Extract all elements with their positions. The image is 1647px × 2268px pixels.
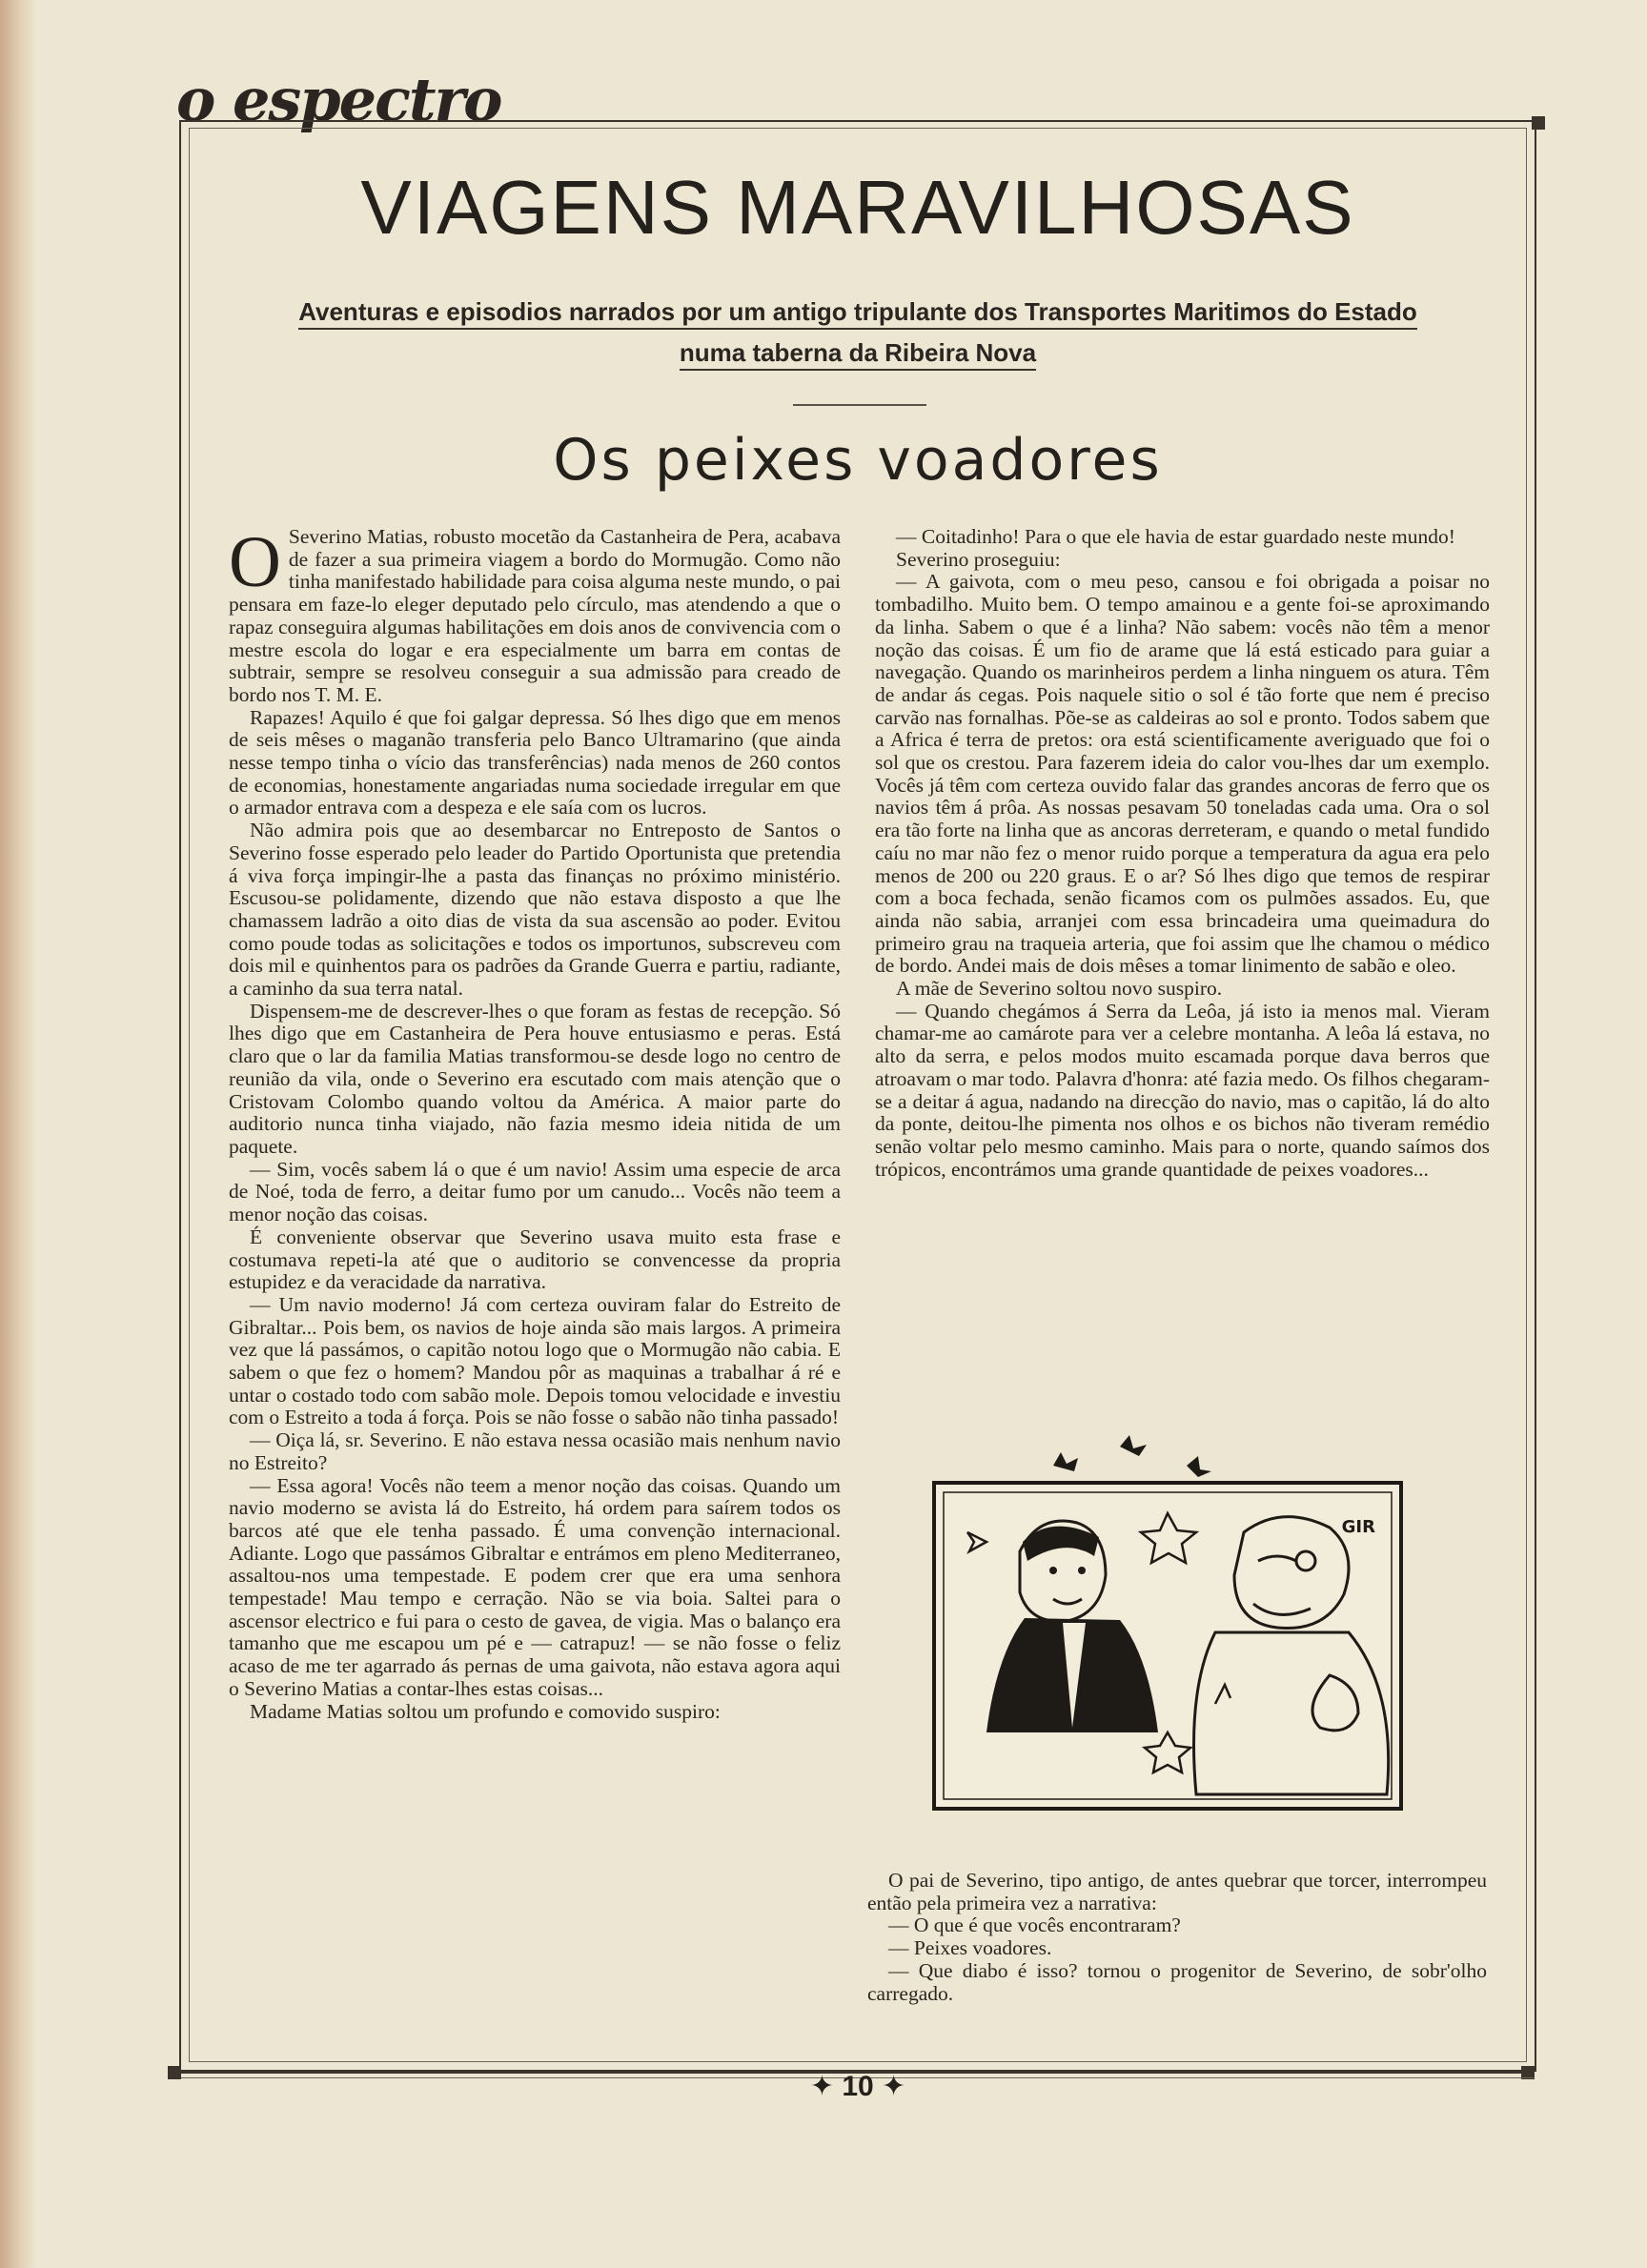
paragraph: Madame Matias soltou um profundo e comovido suspiro: — [250, 1699, 721, 1723]
paragraph: O pai de Severino, tipo antigo, de antes quebrar que torcer, interrompeu então pela primeira vez a narrativa: — [867, 1869, 1487, 1914]
article-subtitle — [219, 292, 1496, 374]
article-headline: VIAGENS MARAVILHOSAS — [360, 165, 1355, 250]
paragraph: Rapazes! Aquilo é que foi galgar depressa. Só lhes digo que em menos de seis mêses o maganão transferia pelo Banco Ultramarino (que ainda nesse tempo tinha o vício das transferências) nada menos de 260 contos de economias, honestamente angariadas numa sociedade irregular em que o armador entrava com a despeza e ele saía com os lucros. — [229, 705, 841, 820]
paragraph: — Essa agora! Vocês não teem a menor noção das coisas. Quando um navio moderno se avista lá do Estreito, há ordem para saírem todos os barcos até que ele tenha passado. É uma convenção internacional. Adiante. Logo que passámos Gibraltar e entrámos em pleno Mediterraneo, assaltou-nos uma tempestade. E podem crer que era uma senhora tempestade! Mau tempo e cerração. Não se via boia. Saltei para o ascensor electrico e fui para o cesto de gavea, de vigia. Mas o balanço era tamanho que me escapou um pé e — catrapuz! — se não fosse o feliz acaso de me ter agarrado ás pernas de uma gaivota, não estava agora aqui o Severino Matias a contar-lhes estas coisas... — [229, 1473, 841, 1700]
paragraph: — Um navio moderno! Já com certeza ouviram falar do Estreito de Gibraltar... Pois bem, os navios de hoje ainda são mais largos. A primeira vez que lá passámos, o capitão notou logo que o Mormugão não cabia. E sabem o que fez o homem? Mandou pôr as maquinas a trabalhar á ré e untar o costado todo com sabão mole. Depois tomou velocidade e investiu com o Estreito a toda á força. Pois se não fosse o sabão não tinha passado! — [229, 1292, 841, 1429]
right-column — [875, 526, 1490, 1181]
paragraph — [229, 522, 841, 707]
frame-corner-ornament — [168, 2066, 181, 2079]
subtitle-line-1: Aventuras e episodios narrados por um antigo tripulante dos Transportes Maritimos do Estado — [298, 297, 1417, 330]
frame-corner-ornament — [1532, 116, 1545, 130]
paragraph: — Que diabo é isso? tornou o progenitor de Severino, de sobr'olho carregado. — [867, 1958, 1487, 2005]
paragraph: — Peixes voadores. — [888, 1936, 1052, 1960]
paragraph: — Oiça lá, sr. Severino. E não estava nessa ocasião mais nenhum navio no Estreito? — [229, 1428, 841, 1474]
paragraph: — A gaivota, com o meu peso, cansou e foi obrigada a poisar no tombadilho. Muito bem. O tempo amainou e a gente foi-se aproximando da linha. Sabem o que é a linha? Não sabem: vocês não têm a menor noção das coisas. É um fio de arame que lá está esticado para guiar a navegação. Quando os marinheiros perdem a linha ninguem os atura. Têm de andar ás cegas. Pois naquele sitio o sol é tão forte que nem é preciso carvão nas fornalhas. Põe-se as caldeiras ao sol e pronto. Todos sabem que a Africa é terra de pretos: ora está scientificamente averiguado que foi o sol que os crestou. Para fazerem ideia do calor vou-lhes dar um exemplo. Vocês já têm com certeza ouvido falar das grandes ancoras de ferro que os navios têm á prôa. As nossas pesavam 50 toneladas cada uma. Ora o sol era tão forte na linha que as ancoras derreteram, e quando o metal fundido caíu no mar não fez o menor ruido porque a temperatura da agua era pelo menos de 200 ou 220 graus. E o ar? Só lhes digo que temos de respirar com a boca fechada, senão ficamos com os pulmões assados. Eu, que ainda não sabia, arranjei com essa brincadeira uma queimadura do primeiro grau na traqueia arteria, que foi assim que lhe chamou o médico de bordo. Andei mais de dois mêses a tomar linimento de sabão e oleo. — [875, 570, 1490, 978]
paragraph: — Sim, vocês sabem lá o que é um navio! Assim uma especie de arca de Noé, toda de ferro, a deitar fumo por um canudo... Vocês não teem a menor noção das coisas. — [229, 1157, 841, 1226]
drop-cap: O — [229, 522, 281, 602]
illustration-signature: GIR — [1341, 1517, 1375, 1537]
paragraph: É conveniente observar que Severino usava muito esta frase e costumava repeti-la até que o auditorio se convencesse da propria estupidez e da veracidade da narrativa. — [229, 1225, 841, 1294]
paragraph: — O que é que vocês encontraram? — [888, 1914, 1181, 1937]
section-divider — [793, 404, 926, 406]
paragraph: Dispensem-me de descrever-lhes o que foram as festas de recepção. Só lhes digo que em Castanheira de Pera houve entusiasmo e peras. Está claro que o lar da familia Matias transformou-se desde logo no centro de reunião da vila, onde o Severino era escutado com mais atenção que o Cristovam Colombo quando voltou da América. A maior parte do auditorio nunca tinha viajado, não fazia mesmo ideia nitida de um paquete. — [229, 999, 841, 1158]
magazine-masthead: o espectro — [176, 65, 501, 134]
paragraph-text: Severino Matias, robusto mocetão da Castanheira de Pera, acabava de fazer a sua primeira viagem a bordo do Mormugão. Como não tinha manifestado habilidade para coisa alguma neste mundo, o pai pensara em faze-lo eleger deputado pelo círculo, mas atendendo a que o rapaz conseguira algumas habilitações em dois anos de convivencia com o mestre escola do logar e era especialmente um barra em contas de subtrair, sempre se resolveu conseguir a sua admissão para creado de bordo nos T. M. E. — [229, 525, 841, 706]
paragraph: A mãe de Severino soltou novo suspiro. — [896, 977, 1223, 1001]
page-number: ✦ 10 ✦ — [809, 2071, 906, 2102]
subtitle-line-2: numa taberna da Ribeira Nova — [680, 338, 1036, 371]
section-title: Os peixes voadores — [553, 427, 1163, 494]
paragraph: — Coitadinho! Para o que ele havia de estar guardado neste mundo! — [896, 525, 1455, 548]
left-column — [229, 522, 841, 1723]
closing-column — [867, 1870, 1487, 2005]
cartoon-illustration — [929, 1428, 1411, 1818]
binding-edge — [0, 0, 36, 2268]
paragraph: Não admira pois que ao desembarcar no Entreposto de Santos o Severino fosse esperado pelo leader do Partido Oportunista que pretendia á viva força impingir-lhe a pasta das finanças no próximo ministério. Escusou-se polidamente, dizendo que não estava disposto a que lhe chamassem ladrão a oito dias de vista da sua ascensão ao poder. Evitou como poude todas as solicitações e todos os importunos, subscreveu com dois mil e quinhentos para os padrões da Grande Guerra e partiu, radiante, a caminho da sua terra natal. — [229, 819, 841, 1001]
paragraph: — Quando chegámos á Serra da Leôa, já isto ia menos mal. Vieram chamar-me ao camárote para ver a celebre montanha. A leôa lá estava, no alto da serra, e pelos modos muito escamada porque dava berros que atroavam o mar todo. Palavra d'honra: até fazia medo. Os filhos chegaram-se a deitar á agua, nadando na direcção do navio, mas o capitão, lá do alto da ponte, deitou-lhe pimenta nos olhos e os bichos não tiveram remédio senão voltar pelo mesmo caminho. Mais para o norte, quando saímos dos trópicos, encontrámos uma grande quantidade de peixes voadores... — [875, 999, 1490, 1181]
paragraph: Severino proseguiu: — [896, 547, 1061, 571]
